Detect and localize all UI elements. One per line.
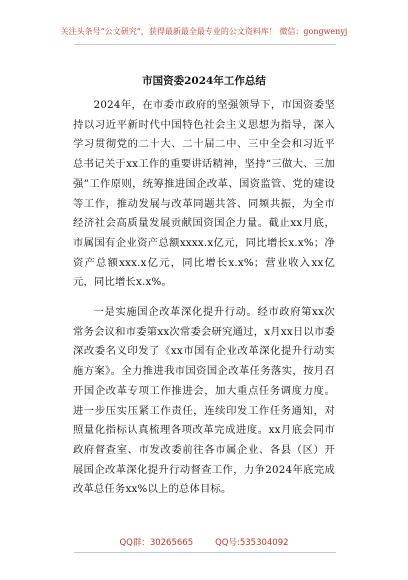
footer-qq-group: QQ群：30265665: [119, 538, 194, 548]
paragraph-reform-action: 一是实施国企改革深化提升行动。经市政府第xx次常务会议和市委第xx次常委会研究通过，x月xx日以市委深改委名义印发了《xx市国有企业改革深化提升行动实施方案》。全力推进我市国资国企改革任务落实，按月召开国企改革专项工作推进会，加大重点任务调度力度。进一步压实压紧工作责任，连续印发工作任务通知，对照量化指标认真梳理各项改革完成进度。xx月底会同市政府督查室、市发改委前往各市属企业、各县（区）开展国企改革深化提升行动督查工作，力争2024年底完成改革总任务xx%以上的总体目标。: [73, 306, 335, 496]
header-promo-note: 关注头条号“公文研究”，获得最新最全最专业的公文资料库！ 微信：gongwenyj: [60, 27, 348, 36]
footer-contact: [0, 536, 408, 548]
document-body: [73, 96, 335, 500]
footer-qq-number: QQ号:535304092: [215, 538, 289, 548]
header-divider: [74, 44, 336, 45]
document-title: 市国资委2024年工作总结: [142, 75, 266, 87]
footer-divider: [74, 552, 336, 553]
paragraph-summary: 2024年，在市委市政府的坚强领导下，市国资委坚持以习近平新时代中国特色社会主义思想为指导，深入学习贯彻党的二十大、二十届二中、三中全会和习近平总书记关于xx工作的重要讲话精神，坚持“三做大、三加强”工作原则，统筹推进国企改革、国资监管、党的建设等工作，推动发展与改革同题共答、同频共振，为全市经济社会高质量发展贡献国资国企力量。截止xx月底，市属国有企业资产总额xxxx.x亿元，同比增长x.x%；净资产总额xxx.x亿元，同比增长x.x%；营业收入xx亿元，同比增长x.x%。: [73, 99, 335, 289]
